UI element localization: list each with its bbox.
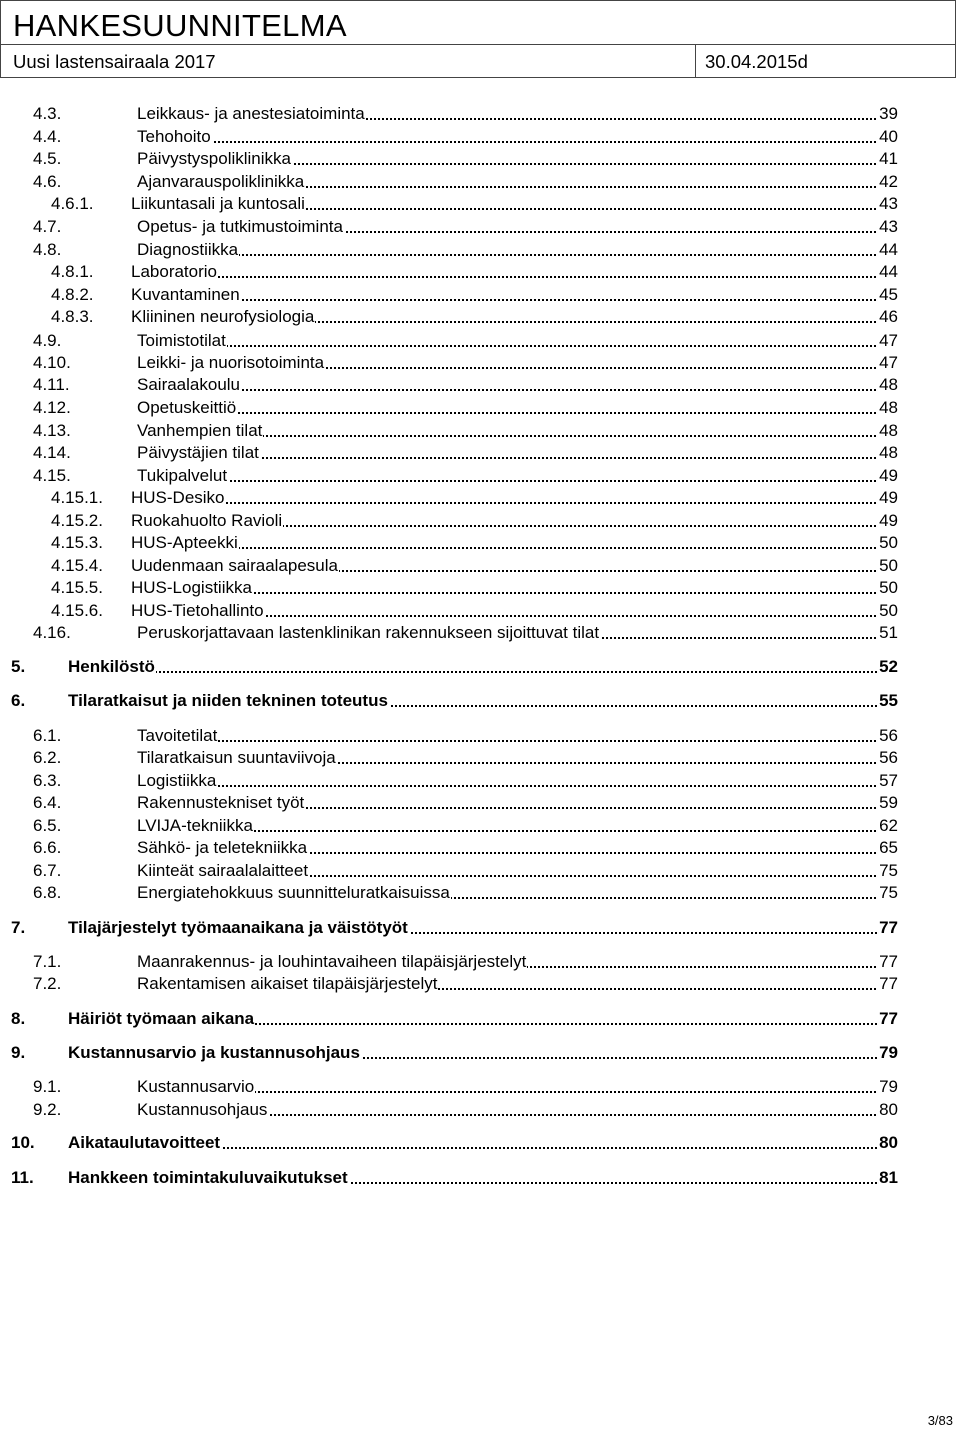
toc-entry[interactable] bbox=[0, 374, 900, 396]
toc-entry-page: 44 bbox=[879, 262, 898, 281]
toc-entry-page: 49 bbox=[879, 488, 898, 507]
toc-entry-number: 4.7. bbox=[33, 217, 62, 236]
toc-entry-page: 55 bbox=[879, 691, 898, 710]
toc-entry[interactable] bbox=[0, 510, 900, 532]
toc-entry[interactable] bbox=[0, 465, 900, 487]
toc-entry-page: 40 bbox=[879, 127, 898, 146]
toc-entry-page: 57 bbox=[879, 771, 898, 790]
toc-entry-number: 9. bbox=[11, 1043, 26, 1062]
toc-entry-page: 47 bbox=[879, 353, 898, 372]
page-header bbox=[0, 0, 956, 78]
toc-entry-page: 80 bbox=[879, 1133, 898, 1152]
toc-entry-number: 4.8.2. bbox=[51, 285, 94, 304]
toc-entry[interactable] bbox=[0, 171, 900, 193]
toc-entry-title: HUS-Desiko bbox=[131, 488, 225, 507]
toc-dot-leader bbox=[131, 276, 896, 278]
toc-entry[interactable] bbox=[0, 330, 900, 352]
project-name: Uusi lastensairaala 2017 bbox=[13, 51, 216, 72]
toc-entry-title: Maanrakennus- ja louhintavaiheen tilapäisjärjestelyt bbox=[137, 952, 527, 971]
toc-entry-title: Sairaalakoulu bbox=[137, 375, 241, 394]
toc-entry-title: Kliininen neurofysiologia bbox=[131, 307, 315, 326]
toc-entry[interactable] bbox=[0, 1008, 900, 1030]
toc-entry-page: 65 bbox=[879, 838, 898, 857]
toc-entry-page: 44 bbox=[879, 240, 898, 259]
toc-entry-number: 4.16. bbox=[33, 623, 71, 642]
toc-entry-title: Kiinteät sairaalalaitteet bbox=[137, 861, 309, 880]
toc-entry-number: 4.10. bbox=[33, 353, 71, 372]
toc-entry[interactable] bbox=[0, 690, 900, 712]
toc-entry-title: Ruokahuolto Ravioli bbox=[131, 511, 283, 530]
toc-entry[interactable] bbox=[0, 725, 900, 747]
toc-entry-number: 4.12. bbox=[33, 398, 71, 417]
toc-entry-number: 4.15.3. bbox=[51, 533, 103, 552]
toc-entry-page: 56 bbox=[879, 748, 898, 767]
toc-entry-page: 79 bbox=[879, 1043, 898, 1062]
toc-entry-number: 7.2. bbox=[33, 974, 62, 993]
toc-entry-page: 79 bbox=[879, 1077, 898, 1096]
toc-entry-page: 62 bbox=[879, 816, 898, 835]
toc-entry-title: Henkilöstö bbox=[68, 657, 155, 676]
toc-entry-page: 49 bbox=[879, 511, 898, 530]
toc-entry-number: 4.4. bbox=[33, 127, 62, 146]
toc-entry[interactable] bbox=[0, 193, 900, 215]
toc-entry-title: Toimistotilat bbox=[137, 331, 226, 350]
toc-dot-leader bbox=[137, 389, 896, 391]
toc-entry-page: 42 bbox=[879, 172, 898, 191]
toc-entry[interactable] bbox=[0, 103, 900, 125]
toc-entry[interactable] bbox=[0, 747, 900, 769]
toc-dot-leader bbox=[131, 502, 896, 504]
toc-entry[interactable] bbox=[0, 397, 900, 419]
toc-entry[interactable] bbox=[0, 126, 900, 148]
toc-entry[interactable] bbox=[0, 1076, 900, 1098]
toc-dot-leader bbox=[137, 785, 896, 787]
toc-entry-number: 10. bbox=[11, 1133, 35, 1152]
toc-entry-page: 50 bbox=[879, 556, 898, 575]
toc-entry-title: Opetuskeittiö bbox=[137, 398, 237, 417]
toc-dot-leader bbox=[137, 412, 896, 414]
toc-entry-number: 6.8. bbox=[33, 883, 62, 902]
document-date: 30.04.2015d bbox=[705, 51, 808, 72]
toc-entry-title: Liikuntasali ja kuntosali bbox=[131, 194, 305, 213]
toc-entry-title: Päivystäjien tilat bbox=[137, 443, 259, 462]
toc-entry-number: 4.8.1. bbox=[51, 262, 94, 281]
toc-entry-number: 4.15.1. bbox=[51, 488, 103, 507]
toc-entry-title: Päivystyspoliklinikka bbox=[137, 149, 291, 168]
toc-entry-page: 50 bbox=[879, 533, 898, 552]
toc-entry-number: 11. bbox=[11, 1168, 34, 1187]
toc-entry-number: 4.13. bbox=[33, 421, 71, 440]
toc-entry-page: 50 bbox=[879, 601, 898, 620]
toc-entry-page: 52 bbox=[879, 657, 898, 676]
toc-entry-number: 9.1. bbox=[33, 1077, 62, 1096]
toc-entry-title: Sähkö- ja teletekniikka bbox=[137, 838, 308, 857]
toc-entry-title: Vanhempien tilat bbox=[137, 421, 263, 440]
toc-entry-title: HUS-Logistiikka bbox=[131, 578, 252, 597]
toc-entry-page: 77 bbox=[879, 918, 898, 937]
toc-dot-leader bbox=[137, 480, 896, 482]
toc-entry-title: Tilaratkaisut ja niiden tekninen toteutus bbox=[68, 691, 388, 710]
toc-entry[interactable] bbox=[0, 600, 900, 622]
toc-entry-number: 4.6. bbox=[33, 172, 62, 191]
toc-entry-page: 77 bbox=[879, 952, 898, 971]
toc-entry-title: Kuvantaminen bbox=[131, 285, 240, 304]
toc-entry-page: 50 bbox=[879, 578, 898, 597]
toc-entry[interactable] bbox=[0, 532, 900, 554]
toc-entry-title: Rakennustekniset työt bbox=[137, 793, 305, 812]
toc-entry-title: Diagnostiikka bbox=[137, 240, 239, 259]
toc-dot-leader bbox=[137, 141, 896, 143]
toc-entry[interactable] bbox=[0, 917, 900, 939]
toc-entry-page: 48 bbox=[879, 421, 898, 440]
toc-entry-title: Tehohoito bbox=[137, 127, 211, 146]
toc-entry[interactable] bbox=[0, 951, 900, 973]
toc-entry-page: 47 bbox=[879, 331, 898, 350]
toc-entry-number: 4.5. bbox=[33, 149, 62, 168]
toc-entry[interactable] bbox=[0, 882, 900, 904]
toc-entry-title: Opetus- ja tutkimustoiminta bbox=[137, 217, 343, 236]
toc-entry-number: 4.11. bbox=[33, 375, 70, 394]
toc-entry-title: Tukipalvelut bbox=[137, 466, 228, 485]
toc-entry[interactable] bbox=[0, 442, 900, 464]
toc-entry-number: 4.15.2. bbox=[51, 511, 103, 530]
toc-entry-page: 39 bbox=[879, 104, 898, 123]
toc-entry-page: 43 bbox=[879, 194, 898, 213]
toc-entry-page: 45 bbox=[879, 285, 898, 304]
toc-entry-page: 75 bbox=[879, 883, 898, 902]
toc-entry-title: HUS-Tietohallinto bbox=[131, 601, 264, 620]
toc-entry[interactable] bbox=[0, 239, 900, 261]
toc-entry-number: 7. bbox=[11, 918, 26, 937]
toc-entry-number: 7.1. bbox=[33, 952, 62, 971]
toc-entry-page: 75 bbox=[879, 861, 898, 880]
toc-entry-number: 6.2. bbox=[33, 748, 62, 767]
toc-entry[interactable] bbox=[0, 815, 900, 837]
toc-entry-title: Tilajärjestelyt työmaanaikana ja väistötyöt bbox=[68, 918, 408, 937]
toc-entry-number: 6.3. bbox=[33, 771, 62, 790]
toc-dot-leader bbox=[137, 345, 896, 347]
toc-entry-number: 6.5. bbox=[33, 816, 62, 835]
toc-entry-title: Leikki- ja nuorisotoiminta bbox=[137, 353, 325, 372]
toc-entry[interactable] bbox=[0, 792, 900, 814]
toc-dot-leader bbox=[131, 547, 896, 549]
toc-entry-number: 4.15.4. bbox=[51, 556, 103, 575]
toc-entry[interactable] bbox=[0, 352, 900, 374]
toc-entry[interactable] bbox=[0, 1099, 900, 1121]
toc-entry-title: LVIJA-tekniikka bbox=[137, 816, 253, 835]
toc-entry-number: 4.8. bbox=[33, 240, 62, 259]
toc-entry-number: 4.6.1. bbox=[51, 194, 94, 213]
page-number: 3/83 bbox=[927, 1413, 953, 1428]
toc-entry-title: Tavoitetilat bbox=[137, 726, 218, 745]
toc-entry[interactable] bbox=[0, 1132, 900, 1154]
toc-entry[interactable] bbox=[0, 770, 900, 792]
toc-entry[interactable] bbox=[0, 420, 900, 442]
toc-dot-leader bbox=[137, 740, 896, 742]
toc-entry-number: 4.15. bbox=[33, 466, 71, 485]
toc-entry-number: 5. bbox=[11, 657, 26, 676]
toc-entry-number: 8. bbox=[11, 1009, 26, 1028]
toc-entry[interactable] bbox=[0, 656, 900, 678]
document-title: HANKESUUNNITELMA bbox=[13, 8, 347, 43]
header-vertical-divider bbox=[695, 44, 696, 77]
toc-entry[interactable] bbox=[0, 555, 900, 577]
toc-entry[interactable] bbox=[0, 1042, 900, 1064]
toc-entry[interactable] bbox=[0, 860, 900, 882]
toc-entry-page: 41 bbox=[879, 149, 898, 168]
toc-entry-page: 49 bbox=[879, 466, 898, 485]
toc-entry-title: HUS-Apteekki bbox=[131, 533, 238, 552]
toc-entry-title: Aikataulutavoitteet bbox=[68, 1133, 221, 1152]
toc-entry-title: Kustannusohjaus bbox=[137, 1100, 268, 1119]
toc-entry-title: Ajanvarauspoliklinikka bbox=[137, 172, 305, 191]
toc-entry-number: 9.2. bbox=[33, 1100, 62, 1119]
toc-entry-title: Uudenmaan sairaalapesula bbox=[131, 556, 338, 575]
toc-entry[interactable] bbox=[0, 306, 900, 328]
toc-entry-page: 59 bbox=[879, 793, 898, 812]
toc-entry-number: 6. bbox=[11, 691, 26, 710]
toc-entry-title: Tilaratkaisun suuntaviivoja bbox=[137, 748, 336, 767]
toc-entry-page: 81 bbox=[879, 1168, 898, 1187]
toc-entry-number: 6.1. bbox=[33, 726, 62, 745]
toc-entry-title: Hankkeen toimintakuluvaikutukset bbox=[68, 1168, 348, 1187]
toc-entry-page: 43 bbox=[879, 217, 898, 236]
toc-entry-number: 6.7. bbox=[33, 861, 62, 880]
toc-entry-page: 48 bbox=[879, 443, 898, 462]
toc-entry-number: 4.9. bbox=[33, 331, 62, 350]
toc-entry-number: 4.15.5. bbox=[51, 578, 103, 597]
toc-entry-page: 48 bbox=[879, 375, 898, 394]
toc-entry-number: 4.14. bbox=[33, 443, 71, 462]
toc-entry[interactable] bbox=[0, 622, 900, 644]
toc-entry-number: 4.8.3. bbox=[51, 307, 94, 326]
toc-entry-title: Energiatehokkuus suunnitteluratkaisuissa bbox=[137, 883, 450, 902]
toc-entry-title: Häiriöt työmaan aikana bbox=[68, 1009, 255, 1028]
toc-entry-title: Rakentamisen aikaiset tilapäisjärjestelyt bbox=[137, 974, 438, 993]
toc-entry-page: 48 bbox=[879, 398, 898, 417]
toc-dot-leader bbox=[131, 299, 896, 301]
toc-entry[interactable] bbox=[0, 284, 900, 306]
toc-entry-page: 77 bbox=[879, 974, 898, 993]
toc-entry-number: 6.4. bbox=[33, 793, 62, 812]
toc-entry-title: Logistiikka bbox=[137, 771, 217, 790]
toc-entry[interactable] bbox=[0, 261, 900, 283]
toc-entry-page: 80 bbox=[879, 1100, 898, 1119]
toc-dot-leader bbox=[137, 254, 896, 256]
toc-entry-number: 4.3. bbox=[33, 104, 62, 123]
toc-entry-page: 56 bbox=[879, 726, 898, 745]
toc-entry[interactable] bbox=[0, 837, 900, 859]
toc-entry-number: 6.6. bbox=[33, 838, 62, 857]
toc-entry-title: Kustannusarvio bbox=[137, 1077, 255, 1096]
toc-entry-page: 77 bbox=[879, 1009, 898, 1028]
toc-entry[interactable] bbox=[0, 973, 900, 995]
header-divider bbox=[1, 44, 955, 45]
toc-entry-number: 4.15.6. bbox=[51, 601, 103, 620]
toc-entry[interactable] bbox=[0, 577, 900, 599]
toc-entry-page: 51 bbox=[879, 623, 898, 642]
toc-entry[interactable] bbox=[0, 148, 900, 170]
toc-entry[interactable] bbox=[0, 1167, 900, 1189]
toc-entry-title: Peruskorjattavaan lastenklinikan rakennukseen sijoittuvat tilat bbox=[137, 623, 600, 642]
toc-entry-title: Kustannusarvio ja kustannusohjaus bbox=[68, 1043, 360, 1062]
toc-entry-page: 46 bbox=[879, 307, 898, 326]
toc-entry-title: Leikkaus- ja anestesiatoiminta bbox=[137, 104, 365, 123]
toc-dot-leader bbox=[68, 671, 896, 673]
toc-entry[interactable] bbox=[0, 216, 900, 238]
toc-entry[interactable] bbox=[0, 487, 900, 509]
toc-entry-title: Laboratorio bbox=[131, 262, 218, 281]
